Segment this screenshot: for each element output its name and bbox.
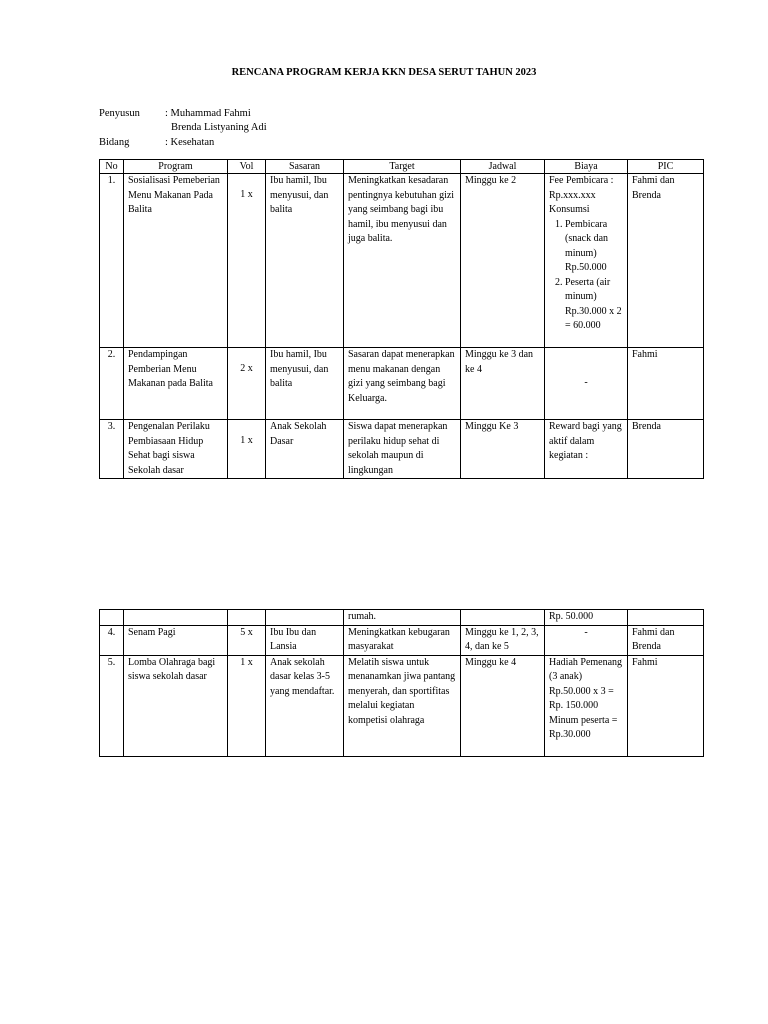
header-pic: PIC <box>628 160 704 174</box>
cell-pic <box>628 610 704 626</box>
cell-program: Senam Pagi <box>124 625 228 655</box>
cell-vol <box>228 610 266 626</box>
cell-jadwal: Minggu ke 4 <box>461 655 545 756</box>
cell-target: Meningkatkan kebugaran masyarakat <box>344 625 461 655</box>
cell-jadwal: Minggu ke 2 <box>461 174 545 348</box>
cell-biaya: Rp. 50.000 <box>545 610 628 626</box>
cell-no: 2. <box>100 348 124 420</box>
cell-vol: 1 x <box>228 420 266 479</box>
biaya-intro: Fee Pembicara : Rp.xxx.xxx Konsumsi <box>549 175 614 215</box>
cell-vol: 1 x <box>228 655 266 756</box>
biaya-list-item: 1. Pembicara (snack dan minum) Rp.50.000 <box>565 218 623 276</box>
cell-target: Melatih siswa untuk menanamkan jiwa pantang menyerah, dan sportifitas melalui kegiatan kompetisi olahraga <box>344 655 461 756</box>
table-row <box>100 174 704 348</box>
bidang-line <box>99 136 214 150</box>
table-row-continuation <box>100 610 704 626</box>
cell-sasaran: Ibu hamil, Ibu menyusui, dan balita <box>266 174 344 348</box>
cell-target: Meningkatkan kesadaran pentingnya kebutuhan gizi yang seimbang bagi ibu hamil, ibu menyusui dan juga balita. <box>344 174 461 348</box>
cell-jadwal <box>461 610 545 626</box>
cell-pic: Brenda <box>628 420 704 479</box>
cell-biaya: Hadiah Pemenang (3 anak) Rp.50.000 x 3 = Rp. 150.000 Minum peserta = Rp.30.000 <box>545 655 628 756</box>
cell-sasaran: Ibu hamil, Ibu menyusui, dan balita <box>266 348 344 420</box>
cell-vol: 5 x <box>228 625 266 655</box>
header-program: Program <box>124 160 228 174</box>
biaya-list-item: 2. Peserta (air minum) Rp.30.000 x 2 = 60.000 <box>565 276 623 334</box>
table-row <box>100 420 704 479</box>
penyusun-value: : Muhammad Fahmi <box>165 108 251 119</box>
document-title: RENCANA PROGRAM KERJA KKN DESA SERUT TAHUN 2023 <box>231 67 537 78</box>
header-jadwal: Jadwal <box>461 160 545 174</box>
cell-biaya: - <box>545 348 628 420</box>
cell-no: 1. <box>100 174 124 348</box>
table-header-row <box>100 160 704 174</box>
table-row <box>100 625 704 655</box>
cell-no: 5. <box>100 655 124 756</box>
cell-biaya <box>545 174 628 348</box>
cell-target: Sasaran dapat menerapkan menu makanan dengan gizi yang seimbang bagi Keluarga. <box>344 348 461 420</box>
cell-sasaran: Anak sekolah dasar kelas 3-5 yang mendaftar. <box>266 655 344 756</box>
cell-no: 3. <box>100 420 124 479</box>
cell-no <box>100 610 124 626</box>
cell-sasaran <box>266 610 344 626</box>
cell-pic: Fahmi <box>628 655 704 756</box>
cell-program <box>124 610 228 626</box>
cell-pic: Fahmi dan Brenda <box>628 625 704 655</box>
cell-jadwal: Minggu ke 1, 2, 3, 4, dan ke 5 <box>461 625 545 655</box>
cell-pic: Fahmi dan Brenda <box>628 174 704 348</box>
program-table <box>99 159 704 479</box>
cell-program: Pengenalan Perilaku Pembiasaan Hidup Sehat bagi siswa Sekolah dasar <box>124 420 228 479</box>
biaya-list <box>549 218 623 334</box>
cell-program: Sosialisasi Pemeberian Menu Makanan Pada Balita <box>124 174 228 348</box>
cell-program: Lomba Olahraga bagi siswa sekolah dasar <box>124 655 228 756</box>
header-sasaran: Sasaran <box>266 160 344 174</box>
header-no: No <box>100 160 124 174</box>
cell-jadwal: Minggu ke 3 dan ke 4 <box>461 348 545 420</box>
table-row <box>100 348 704 420</box>
cell-biaya: Reward bagi yang aktif dalam kegiatan : <box>545 420 628 479</box>
cell-sasaran: Ibu Ibu dan Lansia <box>266 625 344 655</box>
table-row <box>100 655 704 756</box>
bidang-label: Bidang <box>99 137 130 148</box>
cell-jadwal: Minggu Ke 3 <box>461 420 545 479</box>
cell-target: rumah. <box>344 610 461 626</box>
header-biaya: Biaya <box>545 160 628 174</box>
penyusun-label: Penyusun <box>99 108 140 119</box>
cell-sasaran: Anak Sekolah Dasar <box>266 420 344 479</box>
cell-vol: 1 x <box>228 174 266 348</box>
header-target: Target <box>344 160 461 174</box>
cell-program: Pendampingan Pemberian Menu Makanan pada Balita <box>124 348 228 420</box>
cell-biaya: - <box>545 625 628 655</box>
cell-pic: Fahmi <box>628 348 704 420</box>
cell-no: 4. <box>100 625 124 655</box>
bidang-value: : Kesehatan <box>165 137 215 148</box>
header-vol: Vol <box>228 160 266 174</box>
penyusun-value-2: Brenda Listyaning Adi <box>171 122 267 133</box>
cell-vol: 2 x <box>228 348 266 420</box>
penyusun-line <box>99 107 251 121</box>
cell-target: Siswa dapat menerapkan perilaku hidup sehat di sekolah maupun di lingkungan <box>344 420 461 479</box>
program-table-continued <box>99 609 704 757</box>
